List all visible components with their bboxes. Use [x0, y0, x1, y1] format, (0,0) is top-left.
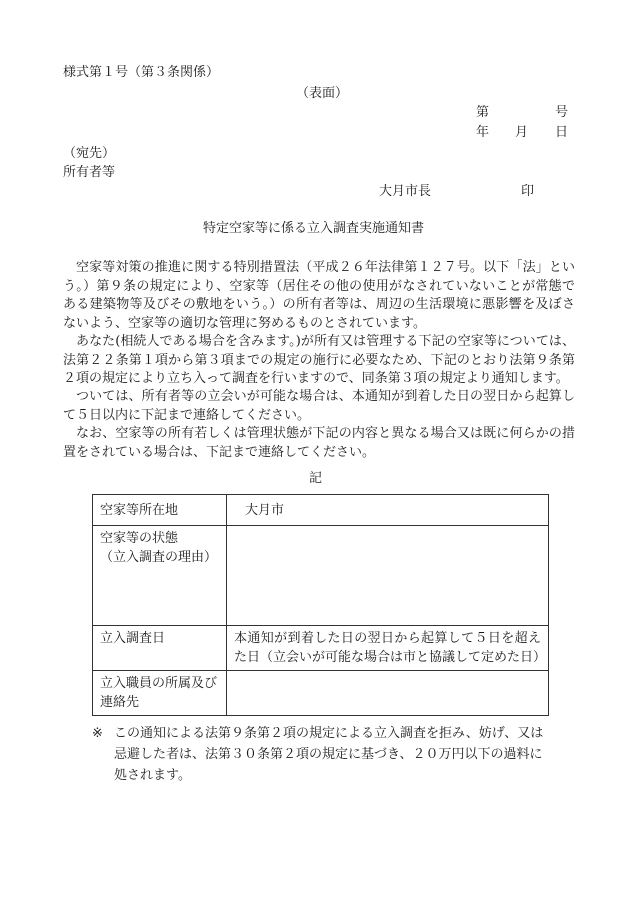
table-row [93, 671, 549, 716]
addressee-name: 所有者等 [63, 165, 116, 180]
date-month-label: 月 [515, 125, 529, 140]
status-sublabel: （立入調査の理由） [100, 550, 218, 565]
table-row [93, 526, 549, 626]
body-paragraph-2: あなた(相続人である場合を含みます。)が所有又は管理する下記の空家等については、法第２２条第１項から第３項までの規定の施行に必要なため、下記のとおり法第９条第２項の規定により立ち入って調査を行いますので、同条第３項の規定より通知します。 [63, 334, 575, 386]
survey-date-label: 立入調査日 [93, 626, 227, 671]
penalty-notice [92, 723, 562, 786]
document-number-go: 号 [555, 105, 569, 120]
body-paragraph-1: 空家等対策の推進に関する特別措置法（平成２６年法律第１２７号。以下「法」という。）第９条の規定により、空家等（居住その他の使用がなされていないことが常態である建築物等及びその敷地をいう。）の所有者等は、周辺の生活環境に悪影響を及ぼさないよう、空家等の適切な管理に努めるものとされています。 [63, 260, 575, 331]
notice-text: この通知による法第９条第２項の規定による立入調査を拒み、妨げ、又は忌避した者は、法第３０条第２項の規定に基づき、２０万円以下の過料に処されます。 [114, 726, 544, 783]
body-paragraph-4: なお、空家等の所有若しくは管理状態が下記の内容と異なる場合又は既に何らかの措置をされている場合は、下記まで連絡してください。 [63, 426, 575, 460]
date-day-label: 日 [555, 125, 569, 140]
ki-label: 記 [309, 471, 323, 486]
body-paragraph-3: ついては、所有者等の立会いが可能な場合は、本通知が到着した日の翌日から起算して５日以内に下記まで連絡してください。 [63, 389, 575, 423]
notice-mark: ※ [92, 726, 103, 741]
survey-date-value: 本通知が到着した日の翌日から起算して５日を超えた日（立会いが可能な場合は市と協議して定めた日） [227, 626, 549, 671]
addressee-label: （宛先） [63, 146, 116, 161]
status-label: 空家等の状態 [100, 531, 179, 546]
record-table [92, 494, 549, 716]
status-value [227, 526, 549, 626]
status-label-cell [93, 526, 227, 626]
document-number-dai: 第 [476, 105, 490, 120]
staff-contact-value [227, 671, 549, 716]
sender-name: 大月市長 [379, 184, 432, 199]
date-year-label: 年 [476, 125, 490, 140]
table-row [93, 495, 549, 526]
location-value-text: 大月市 [245, 502, 285, 518]
location-label: 空家等所在地 [93, 495, 227, 526]
document-title: 特定空家等に係る立入調査実施通知書 [203, 221, 425, 236]
form-number-label: 様式第１号（第３条関係） [63, 65, 220, 80]
seal-mark: 印 [521, 184, 535, 199]
staff-contact-label: 立入職員の所属及び連絡先 [93, 671, 227, 716]
side-label: （表面） [296, 86, 349, 101]
table-row [93, 626, 549, 671]
location-value [227, 495, 549, 526]
